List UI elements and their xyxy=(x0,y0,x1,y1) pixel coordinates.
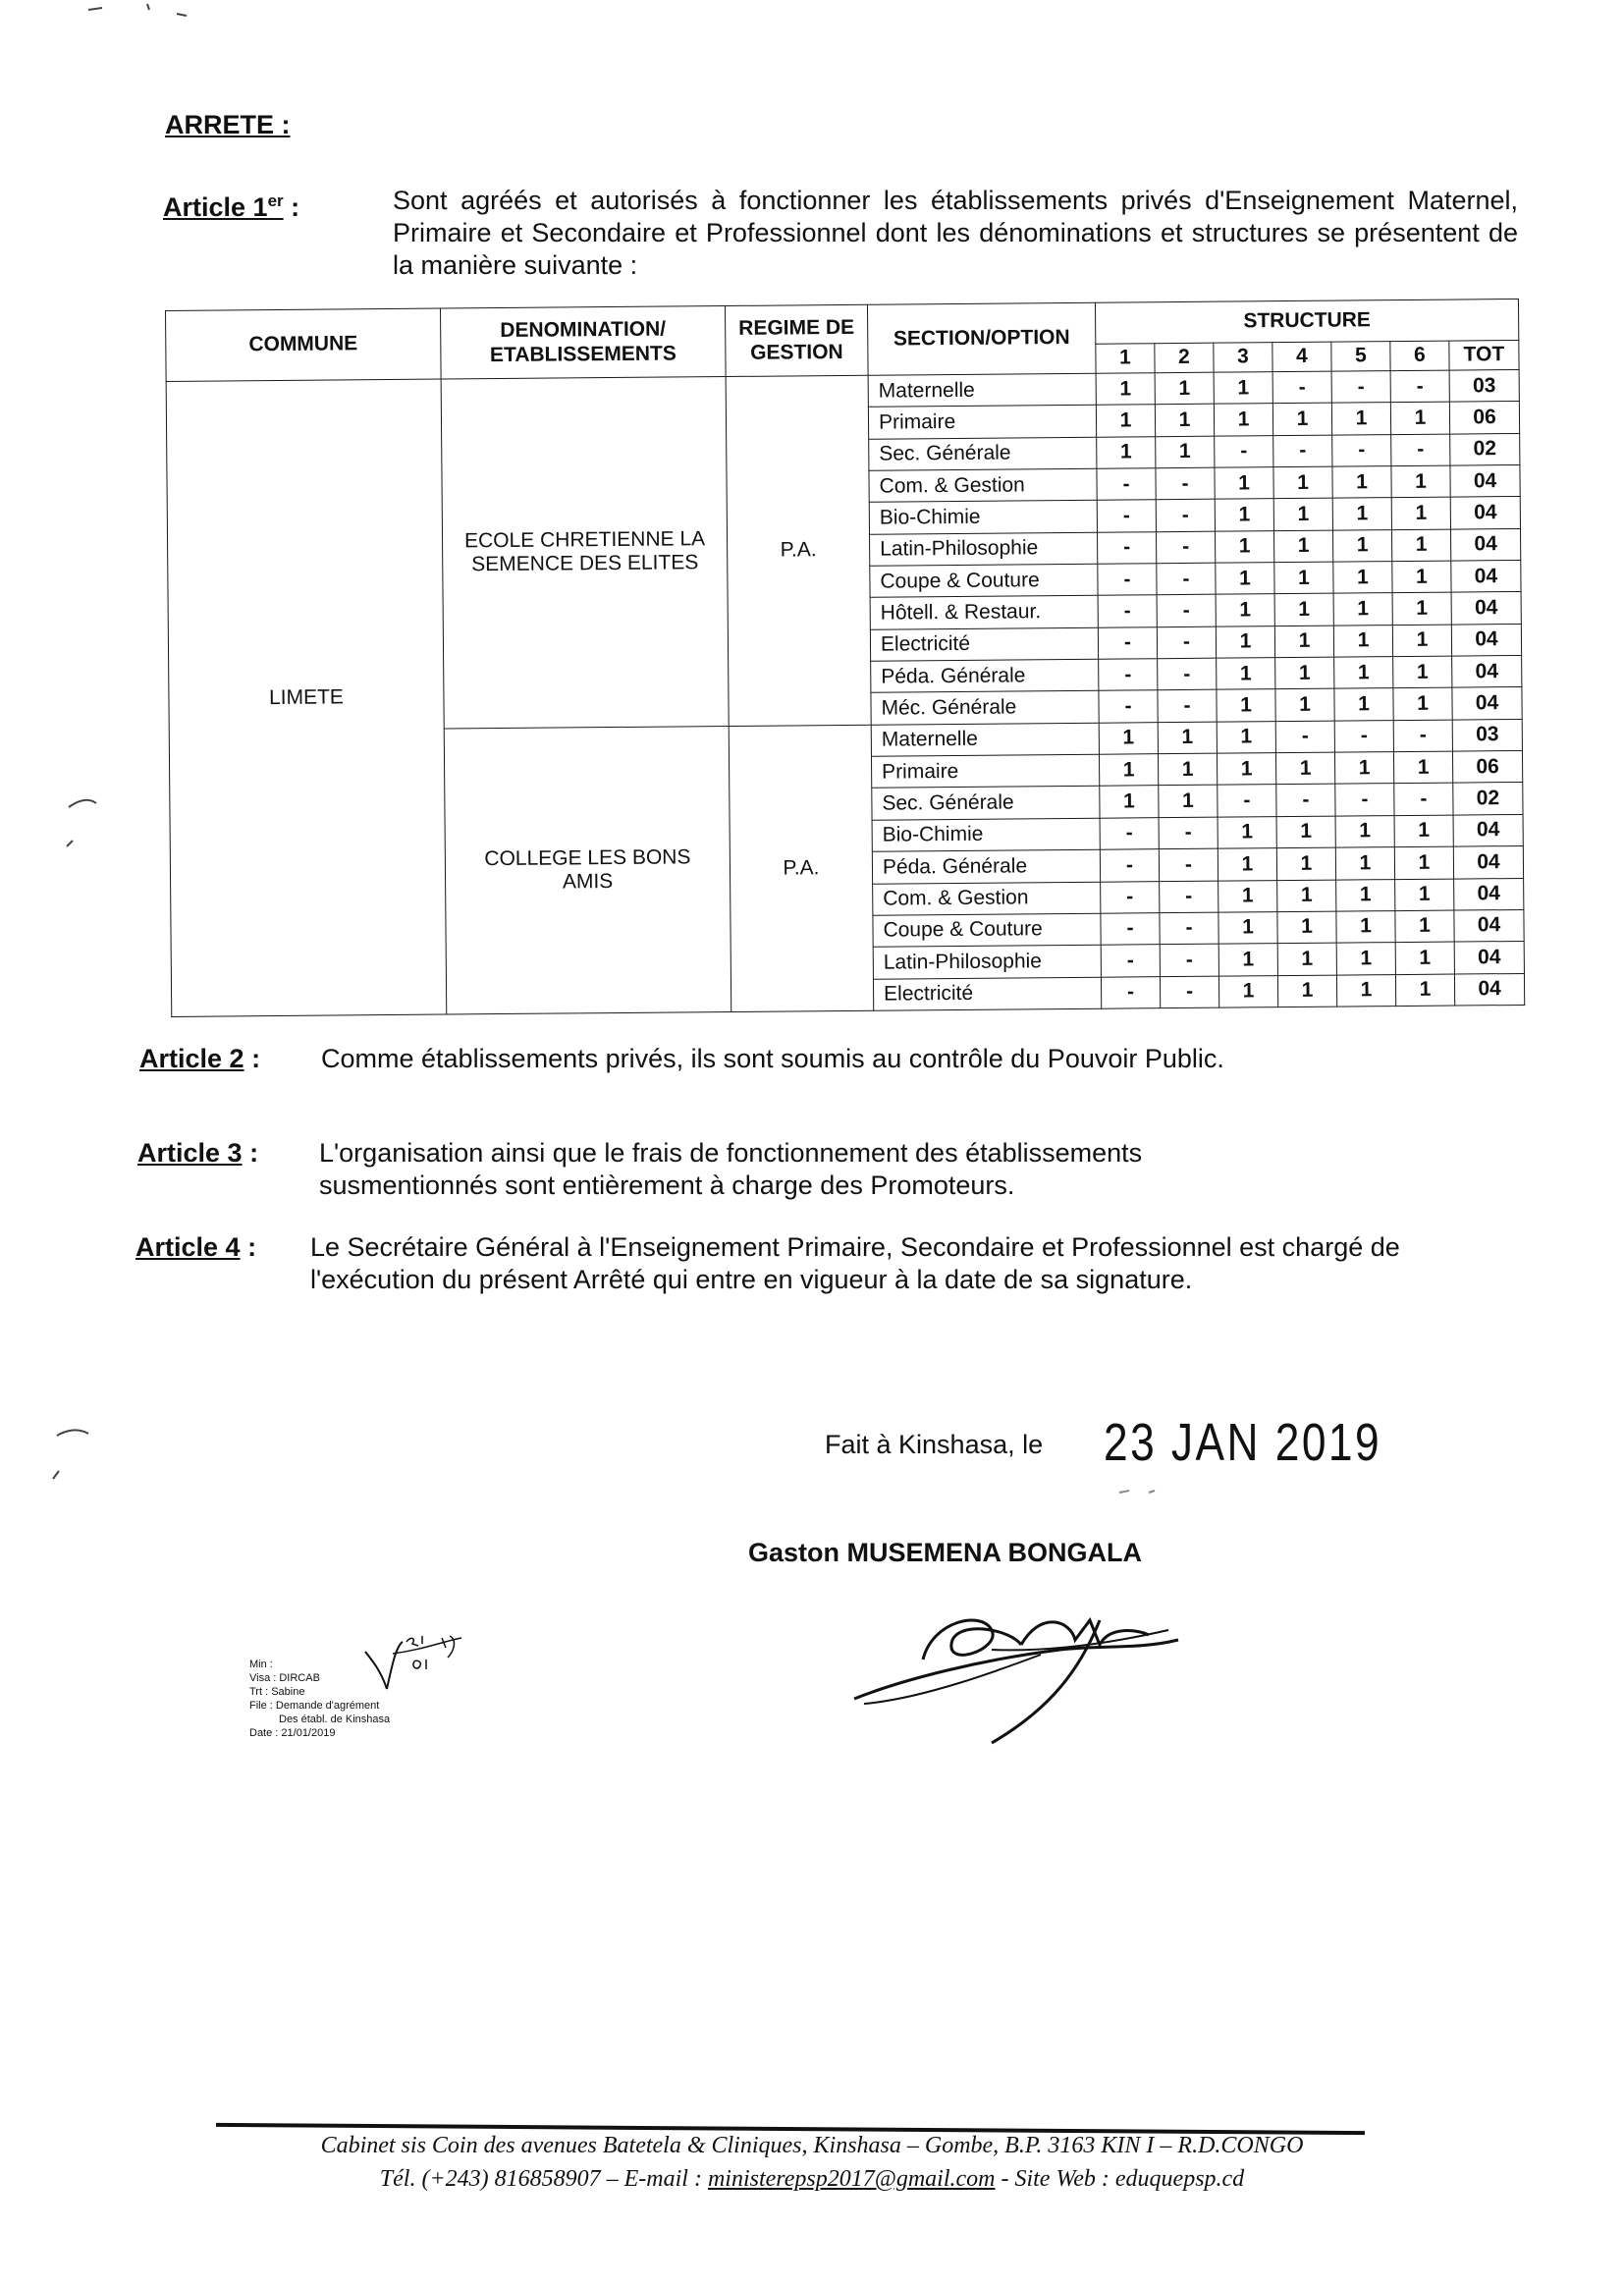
section-cell: Primaire xyxy=(868,406,1096,439)
structure-cell: 1 xyxy=(1277,943,1336,975)
header-denomination: DENOMINATION/ ETABLISSEMENTS xyxy=(440,306,726,380)
article-3 xyxy=(137,1137,1512,1216)
total-cell: 03 xyxy=(1449,369,1519,402)
signature-image xyxy=(844,1591,1218,1758)
structure-cell: 1 xyxy=(1096,373,1155,406)
total-cell: 04 xyxy=(1452,656,1522,688)
structure-cell: 1 xyxy=(1395,942,1454,974)
article-1-label: Article 1er : xyxy=(163,191,300,222)
structure-cell: 1 xyxy=(1272,403,1331,435)
structure-cell: - xyxy=(1215,435,1273,467)
structure-cell: - xyxy=(1331,371,1390,404)
structure-cell: - xyxy=(1276,785,1335,817)
section-cell: Com. & Gestion xyxy=(873,882,1101,915)
article-1 xyxy=(163,185,1538,312)
structure-cell: 1 xyxy=(1392,561,1451,593)
header-col-6: 6 xyxy=(1390,341,1449,371)
structure-cell: - xyxy=(1156,467,1215,500)
total-cell: 04 xyxy=(1454,878,1524,910)
signer-name: Gaston MUSEMENA BONGALA xyxy=(748,1538,1143,1567)
structure-cell: 1 xyxy=(1158,722,1217,754)
footer-contact: Tél. (+243) 816858907 – E-mail : ministerepsp2017@gmail.com - Site Web : eduquepsp.cd xyxy=(379,2166,1245,2192)
total-cell: 04 xyxy=(1451,592,1521,625)
structure-cell: - xyxy=(1099,659,1158,691)
structure-cell: 1 xyxy=(1096,405,1155,437)
school-name-cell: COLLEGE LES BONS AMIS xyxy=(444,726,731,1014)
section-cell: Sec. Générale xyxy=(872,787,1100,820)
section-cell: Bio-Chimie xyxy=(872,818,1100,851)
header-col-3: 3 xyxy=(1214,343,1272,373)
structure-cell: 1 xyxy=(1333,562,1392,594)
structure-cell: - xyxy=(1098,595,1157,627)
total-cell: 04 xyxy=(1453,846,1523,879)
structure-cell: - xyxy=(1391,434,1450,466)
total-cell: 04 xyxy=(1451,624,1521,656)
section-cell: Com. & Gestion xyxy=(869,468,1097,502)
structure-cell: - xyxy=(1157,563,1216,595)
structure-cell: - xyxy=(1098,626,1157,659)
memo-block xyxy=(249,1658,390,1740)
header-col-tot: TOT xyxy=(1449,340,1519,370)
regime-cell: P.A. xyxy=(726,375,871,726)
structure-cell: 1 xyxy=(1156,436,1215,468)
structure-cell: - xyxy=(1099,690,1158,723)
total-cell: 02 xyxy=(1453,783,1523,815)
section-cell: Latin-Philosophie xyxy=(870,532,1098,566)
structure-cell: - xyxy=(1100,849,1159,882)
section-cell: Bio-Chimie xyxy=(869,501,1097,534)
header-commune: COMMUNE xyxy=(166,308,442,381)
structure-cell: - xyxy=(1390,370,1449,403)
total-cell: 04 xyxy=(1450,464,1520,497)
structure-cell: 1 xyxy=(1217,721,1275,753)
structure-cell: - xyxy=(1097,500,1156,532)
structure-cell: - xyxy=(1275,721,1334,753)
regime-cell: P.A. xyxy=(729,725,874,1011)
structure-cell: 1 xyxy=(1274,530,1333,563)
structure-cell: 1 xyxy=(1217,689,1275,722)
header-col-5: 5 xyxy=(1331,342,1390,372)
structure-cell: 1 xyxy=(1334,752,1393,785)
memo-file-cont: Des établ. de Kinshasa xyxy=(279,1714,391,1725)
section-cell: Coupe & Couture xyxy=(873,913,1101,947)
total-cell: 04 xyxy=(1452,687,1522,720)
structure-cell: - xyxy=(1160,912,1218,945)
commune-cell: LIMETE xyxy=(166,379,447,1016)
section-cell: Méc. Générale xyxy=(871,691,1099,725)
structure-cell: 1 xyxy=(1218,944,1277,976)
date-stamp: 23 JAN 2019 xyxy=(1104,1413,1382,1472)
section-cell: Maternelle xyxy=(871,723,1099,756)
structure-cell: - xyxy=(1101,913,1160,946)
structure-cell: 1 xyxy=(1395,879,1454,911)
total-cell: 06 xyxy=(1449,402,1519,434)
structure-cell: 1 xyxy=(1277,975,1336,1007)
section-cell: Hôtell. & Restaur. xyxy=(870,596,1098,629)
structure-cell: 1 xyxy=(1274,626,1333,658)
structure-cell: 1 xyxy=(1216,626,1274,658)
structure-cell: 1 xyxy=(1391,465,1450,498)
structure-cell: - xyxy=(1158,658,1217,690)
structure-cell: 1 xyxy=(1218,816,1276,848)
structure-cell: 1 xyxy=(1335,847,1394,880)
structure-cell: 1 xyxy=(1216,530,1274,563)
structure-cell: 1 xyxy=(1334,688,1393,721)
structure-cell: 1 xyxy=(1158,753,1217,786)
structure-cell: 1 xyxy=(1392,592,1451,625)
header-structure: STRUCTURE xyxy=(1095,299,1518,344)
establishments-table xyxy=(165,299,1525,1017)
total-cell: 04 xyxy=(1454,909,1524,942)
total-cell: 04 xyxy=(1450,497,1520,529)
header-regime: REGIME DE GESTION xyxy=(725,304,868,376)
total-cell: 04 xyxy=(1451,561,1521,593)
structure-cell: - xyxy=(1158,690,1217,723)
structure-cell: 1 xyxy=(1336,943,1395,975)
total-cell: 03 xyxy=(1452,719,1522,751)
article-1-text: Sont agréés et autorisés à fonctionner les établissements privés d'Enseignement Maternel, Primaire et Secondaire et Professionnel dont les dénominations et structures se présentent de la manière suivante : xyxy=(393,186,1518,280)
footer-address: Cabinet sis Coin des avenues Batetela & Cliniques, Kinshasa – Gombe, B.P. 3163 KIN I – R.D.CONGO xyxy=(320,2133,1304,2158)
structure-cell: 1 xyxy=(1216,594,1274,626)
structure-cell: 1 xyxy=(1275,752,1334,785)
article-2-text: Comme établissements privés, ils sont soumis au contrôle du Pouvoir Public. xyxy=(321,1044,1224,1073)
structure-cell: 1 xyxy=(1393,751,1452,784)
structure-cell: - xyxy=(1100,818,1159,850)
total-cell: 04 xyxy=(1454,973,1524,1006)
structure-cell: - xyxy=(1159,848,1218,881)
structure-cell: 1 xyxy=(1217,658,1275,690)
structure-cell: - xyxy=(1394,784,1453,816)
structure-cell: - xyxy=(1101,945,1160,977)
structure-cell: 1 xyxy=(1218,911,1277,944)
article-4 xyxy=(135,1231,1510,1349)
structure-cell: - xyxy=(1101,881,1160,913)
structure-cell: - xyxy=(1160,976,1218,1008)
section-cell: Sec. Générale xyxy=(869,437,1097,470)
structure-cell: 1 xyxy=(1277,880,1336,912)
structure-cell: 1 xyxy=(1336,910,1395,943)
section-cell: Latin-Philosophie xyxy=(873,945,1101,978)
total-cell: 02 xyxy=(1450,433,1520,465)
structure-cell: 1 xyxy=(1394,846,1453,879)
structure-cell: 1 xyxy=(1395,910,1454,943)
header-col-1: 1 xyxy=(1096,344,1155,374)
structure-cell: 1 xyxy=(1155,372,1214,405)
structure-cell: 1 xyxy=(1097,436,1156,468)
structure-cell: 1 xyxy=(1276,816,1335,848)
structure-cell: 1 xyxy=(1391,497,1450,529)
structure-cell: 1 xyxy=(1214,404,1272,436)
structure-cell: - xyxy=(1101,976,1160,1008)
structure-cell: 1 xyxy=(1394,815,1453,847)
structure-cell: - xyxy=(1334,720,1393,752)
structure-cell: - xyxy=(1393,720,1452,752)
structure-cell: 1 xyxy=(1218,880,1277,912)
structure-cell: 1 xyxy=(1395,974,1454,1007)
structure-cell: 1 xyxy=(1273,466,1332,499)
structure-cell: - xyxy=(1160,881,1218,913)
structure-cell: 1 xyxy=(1275,689,1334,722)
footer-email[interactable]: ministerepsp2017@gmail.com xyxy=(707,2166,996,2192)
closing-place: Fait à Kinshasa, le xyxy=(825,1430,1044,1459)
structure-cell: 1 xyxy=(1392,625,1451,657)
structure-cell: 1 xyxy=(1216,563,1274,595)
structure-cell: 1 xyxy=(1155,405,1214,437)
structure-cell: 1 xyxy=(1336,879,1395,911)
structure-cell: - xyxy=(1160,944,1218,976)
total-cell: 04 xyxy=(1453,814,1523,846)
structure-cell: 1 xyxy=(1218,848,1276,881)
structure-cell: - xyxy=(1335,784,1394,816)
decree-heading: ARRETE : xyxy=(165,110,291,139)
structure-cell: - xyxy=(1157,626,1216,659)
article-4-label: Article 4 : xyxy=(135,1232,257,1262)
article-4-text: Le Secrétaire Général à l'Enseignement Primaire, Secondaire et Professionnel est chargé de l'exécution du présent Arrêté qui entre en vigueur à la date de sa signature. xyxy=(310,1232,1400,1294)
structure-cell: 1 xyxy=(1276,847,1335,880)
section-cell: Primaire xyxy=(871,754,1099,788)
total-cell: 04 xyxy=(1450,528,1520,561)
structure-cell: - xyxy=(1332,434,1391,466)
structure-cell: - xyxy=(1273,435,1332,467)
header-section: SECTION/OPTION xyxy=(867,302,1096,375)
section-cell: Electricité xyxy=(870,627,1098,661)
structure-cell: 1 xyxy=(1274,594,1333,626)
section-cell: Péda. Générale xyxy=(872,849,1100,883)
structure-cell: 1 xyxy=(1332,498,1391,530)
structure-cell: 1 xyxy=(1393,656,1452,688)
memo-trt: Trt : Sabine xyxy=(249,1686,305,1698)
structure-cell: - xyxy=(1157,531,1216,564)
memo-visa: Visa : DIRCAB xyxy=(249,1672,320,1684)
structure-cell: 1 xyxy=(1336,974,1395,1007)
structure-cell: 1 xyxy=(1275,657,1334,689)
structure-cell: 1 xyxy=(1391,529,1450,562)
structure-cell: 1 xyxy=(1099,722,1158,754)
total-cell: 06 xyxy=(1452,751,1522,784)
structure-cell: 1 xyxy=(1159,786,1218,818)
structure-cell: 1 xyxy=(1331,403,1390,435)
structure-cell: 1 xyxy=(1273,499,1332,531)
structure-cell: 1 xyxy=(1215,499,1273,531)
article-3-text: L'organisation ainsi que le frais de fonctionnement des établissements susmentionnés sont entièrement à charge des Promoteurs. xyxy=(319,1138,1143,1200)
structure-cell: - xyxy=(1156,500,1215,532)
structure-cell: - xyxy=(1098,531,1157,564)
structure-cell: 1 xyxy=(1274,562,1333,594)
structure-cell: 1 xyxy=(1335,815,1394,847)
school-name-cell: ECOLE CHRETIENNE LA SEMENCE DES ELITES xyxy=(441,377,729,729)
section-cell: Maternelle xyxy=(868,373,1096,407)
total-cell: 04 xyxy=(1454,942,1524,974)
article-2 xyxy=(139,1043,1514,1121)
structure-cell: - xyxy=(1159,817,1218,849)
structure-cell: - xyxy=(1157,595,1216,627)
section-cell: Péda. Générale xyxy=(871,659,1099,692)
structure-cell: 1 xyxy=(1393,688,1452,721)
structure-cell: 1 xyxy=(1277,911,1336,944)
structure-cell: - xyxy=(1098,564,1157,596)
structure-cell: 1 xyxy=(1332,466,1391,499)
structure-cell: 1 xyxy=(1333,625,1392,657)
section-cell: Coupe & Couture xyxy=(870,564,1098,597)
structure-cell: - xyxy=(1218,785,1276,817)
structure-cell: 1 xyxy=(1334,657,1393,689)
structure-cell: - xyxy=(1272,371,1331,404)
header-col-4: 4 xyxy=(1272,342,1331,372)
memo-min: Min : xyxy=(249,1659,273,1670)
structure-cell: 1 xyxy=(1215,467,1273,500)
structure-cell: 1 xyxy=(1218,975,1277,1007)
structure-cell: 1 xyxy=(1332,529,1391,562)
structure-cell: 1 xyxy=(1333,593,1392,626)
structure-cell: 1 xyxy=(1390,402,1449,434)
structure-cell: 1 xyxy=(1099,754,1158,787)
section-cell: Electricité xyxy=(873,977,1101,1010)
header-col-2: 2 xyxy=(1155,343,1214,373)
memo-file: File : Demande d'agrément xyxy=(249,1700,380,1712)
memo-date: Date : 21/01/2019 xyxy=(249,1727,336,1739)
article-2-label: Article 2 : xyxy=(139,1044,261,1073)
structure-cell: 1 xyxy=(1214,372,1272,405)
structure-cell: - xyxy=(1097,468,1156,501)
structure-cell: 1 xyxy=(1217,753,1275,786)
structure-cell: 1 xyxy=(1100,786,1159,818)
article-3-label: Article 3 : xyxy=(137,1138,259,1168)
